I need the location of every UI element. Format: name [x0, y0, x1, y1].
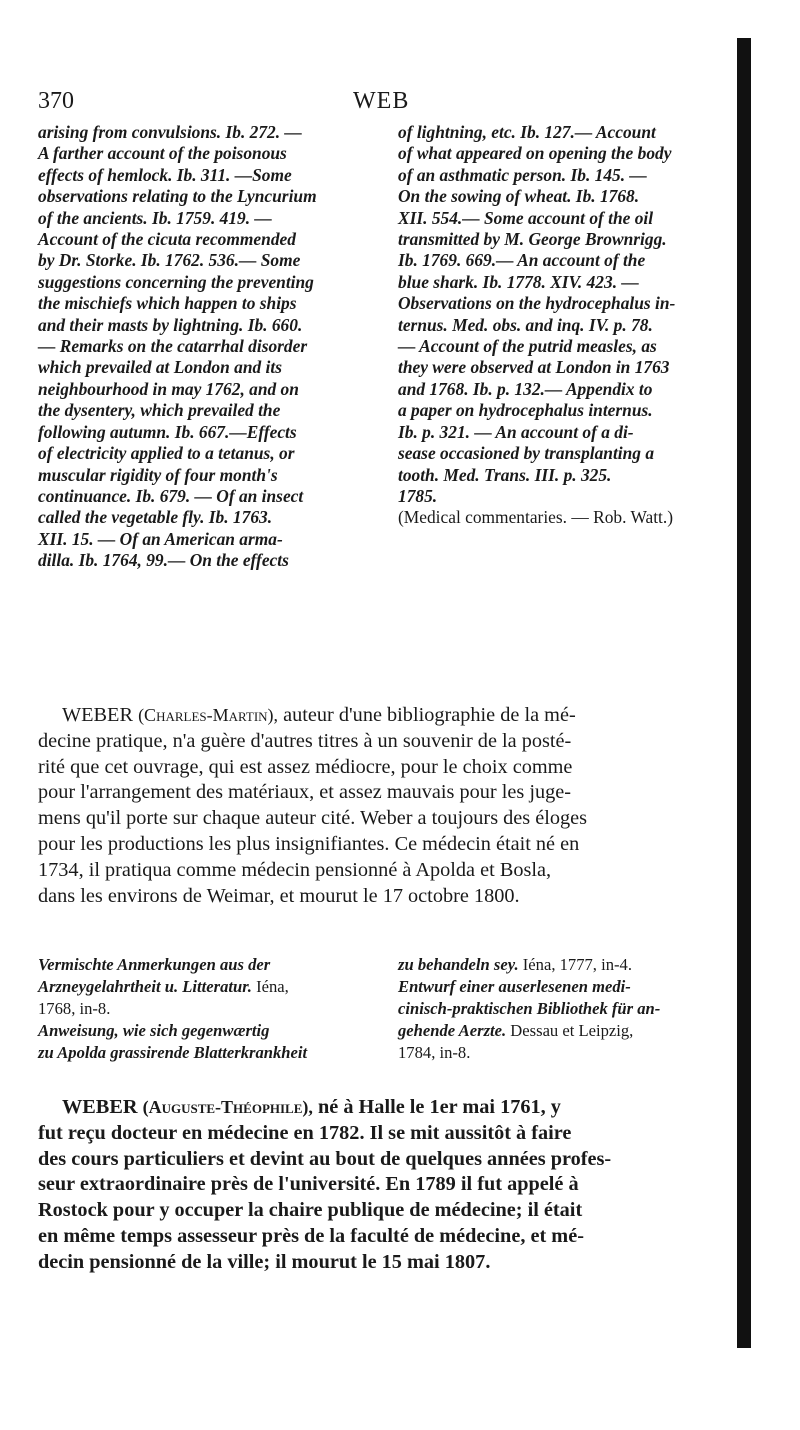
text-line: tooth. Med. Trans. III. p. 325. [398, 464, 612, 485]
running-head: WEB [353, 88, 410, 114]
text-line: decine pratique, n'a guère d'autres titres à un souvenir de la posté- [38, 729, 572, 752]
works-line: Anweisung, wie sich gegenwærtig [38, 1021, 270, 1040]
text-line: called the vegetable fly. Ib. 1763. [38, 507, 273, 528]
text-line: — Account of the putrid measles, as [398, 336, 657, 357]
works-line: 1768, in-8. [38, 999, 111, 1018]
text-line: decin pensionné de la ville; il mourut le 15 mai 1807. [38, 1250, 491, 1273]
text-line: pour l'arrangement des matériaux, et assez mauvais pour les juge- [38, 781, 572, 804]
page-edge-bar [737, 38, 751, 1348]
right-column [398, 122, 733, 529]
text-line: which prevailed at London and its [38, 357, 282, 378]
works-list-right [398, 954, 733, 1064]
text-line: following autumn. Ib. 667.—Effects [38, 421, 297, 442]
text-line: — Remarks on the catarrhal disorder [38, 336, 308, 357]
works-line: Entwurf einer auserlesenen medi- [398, 977, 631, 996]
page-number: 370 [38, 88, 74, 114]
text-line: muscular rigidity of four month's [38, 464, 278, 485]
text-line: the dysentery, which prevailed the [38, 400, 281, 421]
text-line: of the ancients. Ib. 1759. 419. — [38, 207, 272, 228]
text-line: blue shark. Ib. 1778. XIV. 423. — [398, 271, 639, 292]
entry-first-line [38, 1095, 738, 1121]
text-line: Ib. p. 321. — An account of a di- [398, 421, 634, 442]
text-line: dilla. Ib. 1764, 99.— On the effects [38, 550, 289, 571]
entry-forenames: (Auguste-Théophile), [142, 1097, 313, 1117]
text-line: Observations on the hydrocephalus in- [398, 293, 676, 314]
text-line: by Dr. Storke. Ib. 1762. 536.— Some [38, 250, 301, 271]
works-line: 1784, in-8. [398, 1043, 471, 1062]
text-line: neighbourhood in may 1762, and on [38, 378, 299, 399]
text-line: 1734, il pratiqua comme médecin pensionné à Apolda et Bosla, [38, 858, 552, 881]
text-line: des cours particuliers et devint au bout de quelques années profes- [38, 1147, 612, 1170]
text-line: en même temps assesseur près de la faculté de médecine, et mé- [38, 1224, 584, 1247]
text-line: XII. 554.— Some account of the oil [398, 207, 654, 228]
entry-weber-auguste-theophile [38, 1095, 738, 1276]
text-line: A farther account of the poisonous [38, 143, 287, 164]
text-line: observations relating to the Lyncurium [38, 186, 317, 207]
page-header [38, 88, 728, 118]
text-line: of electricity applied to a tetanus, or [38, 443, 295, 464]
text-line: auteur d'une bibliographie de la mé- [283, 704, 576, 726]
text-line: seur extraordinaire près de l'université. En 1789 il fut appelé à [38, 1173, 579, 1196]
text-line: they were observed at London in 1763 [398, 357, 670, 378]
text-line: a paper on hydrocephalus internus. [398, 400, 653, 421]
text-line: Ib. 1769. 669.— An account of the [398, 250, 646, 271]
entry-name: WEBER [62, 1096, 138, 1118]
text-line: of an asthmatic person. Ib. 145. — [398, 164, 647, 185]
text-line: continuance. Ib. 679. — Of an insect [38, 485, 304, 506]
text-line: suggestions concerning the preventing [38, 271, 314, 292]
text-line: 1785. [398, 485, 438, 506]
works-line: zu Apolda grassirende Blatterkrankheit [38, 1043, 308, 1062]
entry-name: WEBER [62, 704, 133, 726]
text-line: Rostock pour y occuper la chaire publique de médecine; il était [38, 1199, 583, 1222]
text-line: transmitted by M. George Brownrigg. [398, 229, 667, 250]
works-line: Arzneygelahrtheit u. Litteratur. Iéna, [38, 977, 289, 996]
text-line: dans les environs de Weimar, et mourut le 17 octobre 1800. [38, 884, 520, 907]
text-line: and 1768. Ib. p. 132.— Appendix to [398, 378, 653, 399]
text-line: Account of the cicuta recommended [38, 229, 296, 250]
text-line: of what appeared on opening the body [398, 143, 672, 164]
text-line: On the sowing of wheat. Ib. 1768. [398, 186, 640, 207]
text-line: of lightning, etc. Ib. 127.— Account [398, 122, 656, 142]
works-line: Vermischte Anmerkungen aus der [38, 955, 271, 974]
text-line: né à Halle le 1er mai 1761, y [317, 1096, 561, 1118]
works-list-left [38, 954, 383, 1064]
text-line: rité que cet ouvrage, qui est assez médiocre, pour le choix comme [38, 755, 573, 778]
text-line: mens qu'il porte sur chaque auteur cité. Weber a toujours des éloges [38, 807, 588, 830]
entry-first-line [38, 703, 738, 729]
text-line: effects of hemlock. Ib. 311. —Some [38, 164, 292, 185]
source-citation: (Medical commentaries. — Rob. Watt.) [398, 507, 674, 528]
text-line: sease occasioned by transplanting a [398, 443, 655, 464]
text-line: and their masts by lightning. Ib. 660. [38, 314, 303, 335]
entry-weber-charles-martin [38, 703, 738, 909]
text-line: XII. 15. — Of an American arma- [38, 528, 283, 549]
text-line: arising from convulsions. Ib. 272. — [38, 122, 302, 142]
works-line: cinisch-praktischen Bibliothek für an- [398, 999, 661, 1018]
text-line: fut reçu docteur en médecine en 1782. Il se mit aussitôt à faire [38, 1121, 572, 1144]
text-line: pour les productions les plus insignifiantes. Ce médecin était né en [38, 832, 580, 855]
works-line: gehende Aerzte. Dessau et Leipzig, [398, 1021, 634, 1040]
text-line: ternus. Med. obs. and inq. IV. p. 78. [398, 314, 653, 335]
works-line: zu behandeln sey. Iéna, 1777, in-4. [398, 955, 632, 974]
left-column [38, 122, 383, 572]
entry-forenames: (Charles-Martin), [138, 705, 279, 725]
text-line: the mischiefs which happen to ships [38, 293, 297, 314]
